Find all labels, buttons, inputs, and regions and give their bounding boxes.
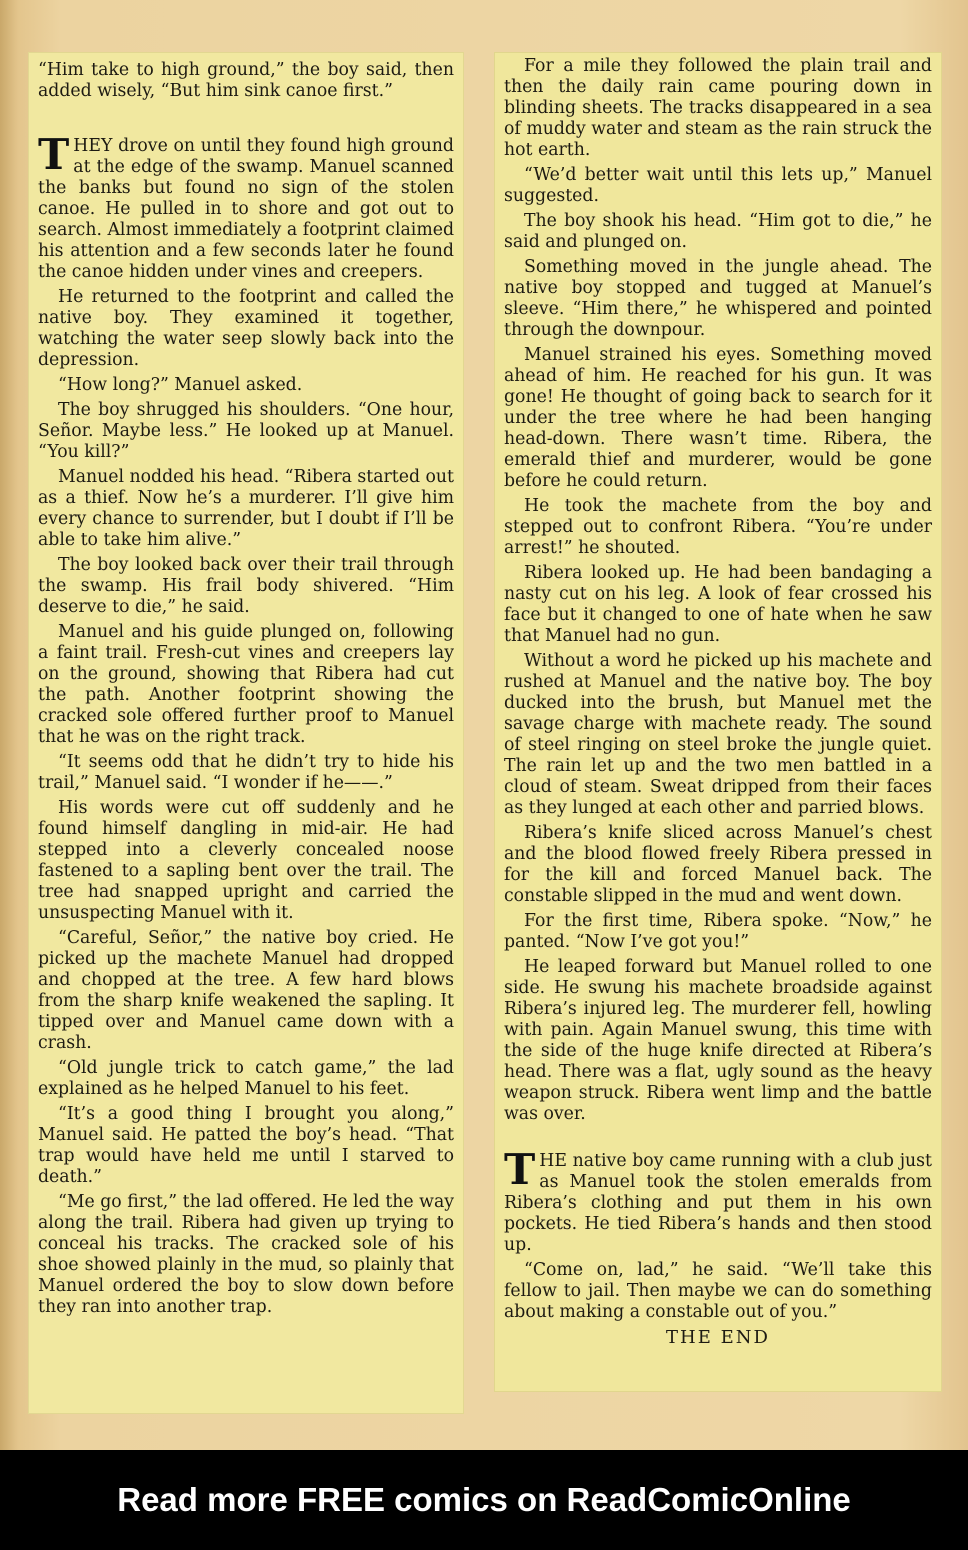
paragraph: Manuel nodded his head. “Ribera started out as a thief. Now he’s a murderer. I’ll give him every chance to surrender, but I doubt if I’ll be able to take him alive.” <box>38 467 454 550</box>
drop-cap: T <box>38 130 70 179</box>
paragraph: He took the machete from the boy and stepped out to confront Ribera. “You’re under arrest!” he shouted. <box>504 496 932 558</box>
paragraph: Manuel strained his eyes. Something moved ahead of him. He reached for his gun. It was gone! He thought of going back to search for it under the tree where he had been hanging head-down. There wasn’t time. Ribera, the emerald thief and murderer, would be gone before he could return. <box>504 345 932 491</box>
paragraph: His words were cut off suddenly and he found himself dangling in mid-air. He had stepped into a cleverly concealed noose fastened to a sapling bent over the trail. The tree had snapped upright and carried the unsuspecting Manuel with it. <box>38 798 454 923</box>
paragraph: “We’d better wait until this lets up,” Manuel suggested. <box>504 165 932 206</box>
paragraph: The boy looked back over their trail through the swamp. His frail body shivered. “Him deserve to die,” he said. <box>38 555 454 617</box>
paragraph: “How long?” Manuel asked. <box>58 375 303 395</box>
paragraph: He returned to the footprint and called the native boy. They examined it together, watching the water seep slowly back into the depression. <box>38 287 454 370</box>
paragraph: The boy shrugged his shoulders. “One hour, Señor. Maybe less.” He looked up at Manuel. “You kill?” <box>38 400 454 462</box>
text-column-right <box>494 52 942 1392</box>
text-column-left <box>28 52 464 1414</box>
promo-footer-banner[interactable]: Read more FREE comics on ReadComicOnline <box>0 1450 968 1550</box>
paragraph: For the first time, Ribera spoke. “Now,” he panted. “Now I’ve got you!” <box>504 911 932 952</box>
paragraph: “Careful, Señor,” the native boy cried. He picked up the machete Manuel had dropped and chopped at the tree. A few hard blows from the sharp knife weakened the sapling. It tipped over and Manuel came down with a crash. <box>38 928 454 1053</box>
paragraph: THE native boy came running with a club just as Manuel took the stolen emeralds from Ribera’s clothing and put them in his own pockets. He tied Ribera’s hands and then stood up. <box>504 1145 932 1255</box>
drop-cap: T <box>504 1145 536 1194</box>
paragraph: Manuel and his guide plunged on, following a faint trail. Fresh-cut vines and creepers lay on the ground, showing that Ribera had cut the path. Another footprint showing the cracked sole offered further proof to Manuel that he was on the right track. <box>38 622 454 747</box>
paragraph: Ribera looked up. He had been bandaging a nasty cut on his leg. A look of fear crossed his face but it changed to one of hate when he saw that Manuel had no gun. <box>504 563 932 646</box>
paragraph: “Me go first,” the lad offered. He led the way along the trail. Ribera had given up trying to conceal his tracks. The cracked sole of his shoe showed plainly in the mud, so plainly that Manuel ordered the boy to slow down before they ran into another trap. <box>38 1192 455 1317</box>
paragraph: “Come on, lad,” he said. “We’ll take this fellow to jail. Then maybe we can do something about making a constable out of you.” <box>504 1260 932 1322</box>
section-gap <box>504 1129 932 1151</box>
paragraph: “It seems odd that he didn’t try to hide his trail,” Manuel said. “I wonder if he——.” <box>38 752 454 793</box>
paragraph: Ribera’s knife sliced across Manuel’s chest and the blood flowed freely Ribera pressed in for the kill and forced Manuel back. The constable slipped in the mud and went down. <box>504 823 932 906</box>
paragraph: For a mile they followed the plain trail and then the daily rain came pouring down in blinding sheets. The tracks disappeared in a sea of muddy water and steam as the rain struck the hot earth. <box>504 56 932 160</box>
paragraph: “Him take to high ground,” the boy said, then added wisely, “But him sink canoe first.” <box>38 60 454 101</box>
paragraph: Without a word he picked up his machete and rushed at Manuel and the native boy. The boy ducked into the brush, but Manuel met the savage charge with machete ready. The sound of steel ringing on steel broke the jungle quiet. The rain let up and the two men battled in a cloud of steam. Sweat dripped from their faces as they lunged at each other and parried blows. <box>504 651 932 818</box>
paragraph: “It’s a good thing I brought you along,” Manuel said. He patted the boy’s head. “That trap would have held me until I starved to death.” <box>38 1104 454 1187</box>
paragraph: He leaped forward but Manuel rolled to one side. He swung his machete broadside against Ribera’s injured leg. The murderer fell, howling with pain. Again Manuel swung, this time with the side of the huge knife directed at Ribera’s head. There was a flat, ugly sound as the heavy weapon struck. Ribera went limp and the battle was over. <box>504 957 932 1124</box>
paragraph: “Old jungle trick to catch game,” the lad explained as he helped Manuel to his feet. <box>38 1058 454 1099</box>
paragraph: THEY drove on until they found high ground at the edge of the swamp. Manuel scanned the banks but found no sign of the stolen canoe. He pulled in to shore and got out to search. Almost immediately a footprint claimed his attention and a few seconds later he found the canoe hidden under vines and creepers. <box>38 130 455 282</box>
the-end-label: THE END <box>666 1327 770 1348</box>
paragraph: Something moved in the jungle ahead. The native boy stopped and tugged at Manuel’s sleeve. “Him there,” he whispered and pointed through the downpour. <box>504 257 932 340</box>
paragraph: The boy shook his head. “Him got to die,” he said and plunged on. <box>504 211 932 252</box>
section-gap <box>38 106 454 136</box>
